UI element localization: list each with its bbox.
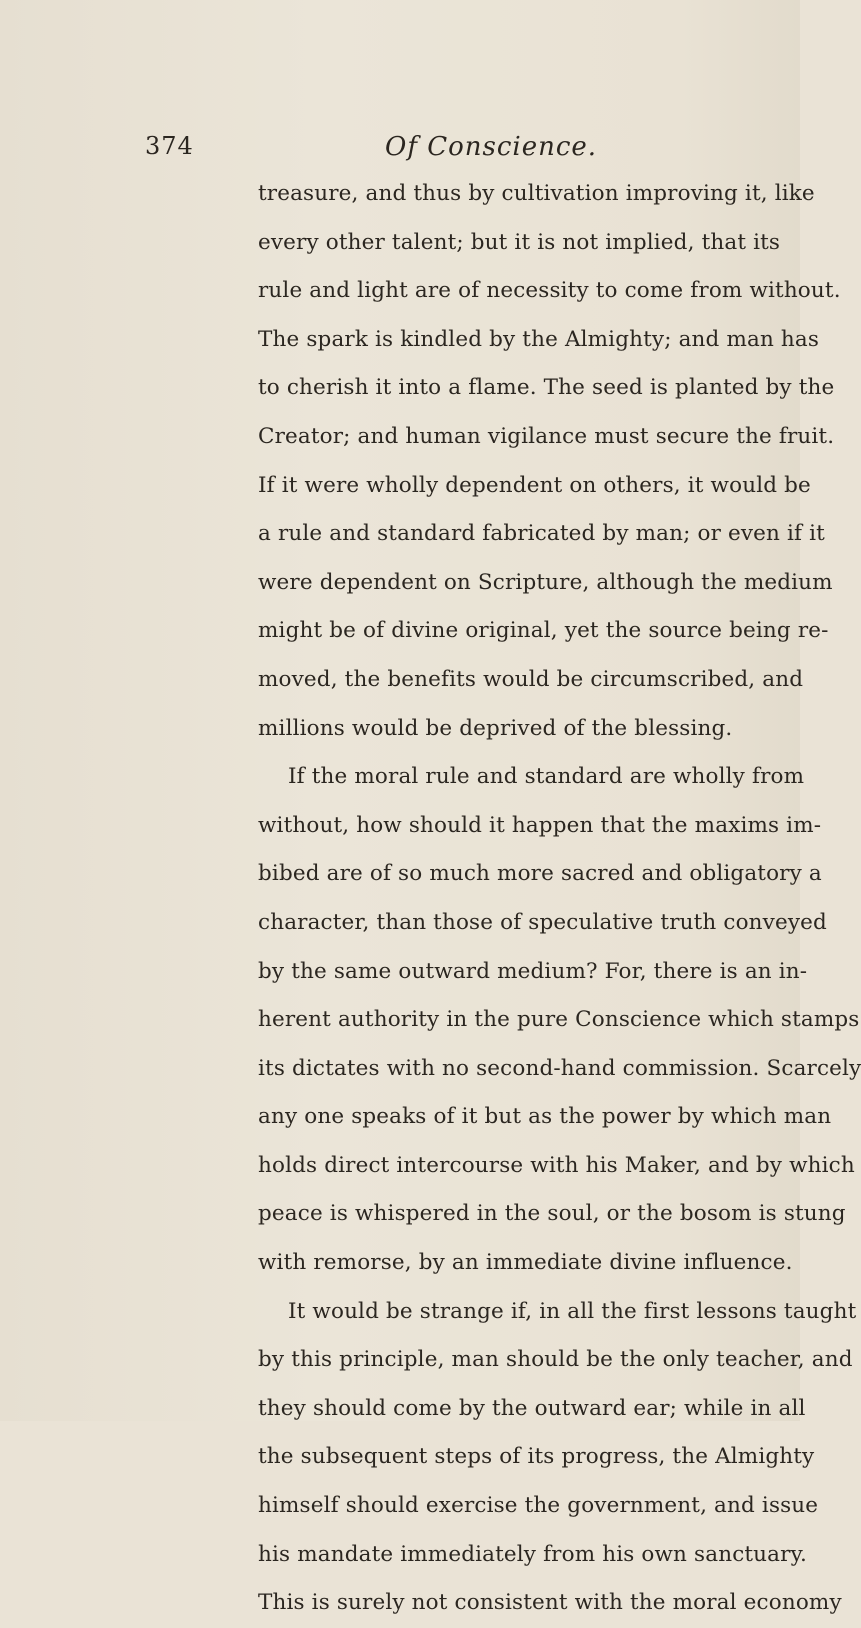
text-line: might be of divine original, yet the source being re- xyxy=(258,618,829,644)
text-line: peace is whispered in the soul, or the bosom is stung xyxy=(258,1201,846,1227)
text-line: It would be strange if, in all the first lessons taught xyxy=(288,1298,857,1324)
text-line: the subsequent steps of its progress, the Almighty xyxy=(258,1444,815,1470)
text-line: a rule and standard fabricated by man; or even if it xyxy=(258,521,825,547)
text-line: his mandate immediately from his own sanctuary. xyxy=(258,1541,807,1567)
text-line: If the moral rule and standard are wholly from xyxy=(288,764,805,790)
text-line: millions would be deprived of the blessing. xyxy=(258,715,733,741)
text-line: rule and light are of necessity to come from without. xyxy=(258,278,841,304)
text-line: bibed are of so much more sacred and obligatory a xyxy=(258,861,822,887)
text-line: were dependent on Scripture, although the medium xyxy=(258,569,833,595)
text-line: every other talent; but it is not implied, that its xyxy=(258,229,781,255)
text-line: its dictates with no second-hand commission. Scarcely xyxy=(258,1055,861,1081)
page-header xyxy=(145,132,685,172)
text-line: any one speaks of it but as the power by which man xyxy=(258,1104,832,1130)
text-line: by this principle, man should be the only teacher, and xyxy=(258,1347,853,1373)
text-line: character, than those of speculative truth conveyed xyxy=(258,909,827,935)
text-line: Creator; and human vigilance must secure the fruit. xyxy=(258,423,835,449)
text-line: moved, the benefits would be circumscribed, and xyxy=(258,666,804,692)
text-line: If it were wholly dependent on others, it would be xyxy=(258,472,811,498)
text-line: they should come by the outward ear; while in all xyxy=(258,1395,806,1421)
text-line: himself should exercise the government, and issue xyxy=(258,1493,819,1519)
text-line: with remorse, by an immediate divine influence. xyxy=(258,1250,793,1276)
text-line: This is surely not consistent with the moral economy xyxy=(258,1590,842,1616)
body-text xyxy=(258,170,861,1628)
page-number: 374 xyxy=(145,132,194,160)
text-line: by the same outward medium? For, there is an in- xyxy=(258,958,808,984)
text-line: to cherish it into a flame. The seed is planted by the xyxy=(258,375,835,401)
text-line: without, how should it happen that the maxims im- xyxy=(258,812,822,838)
text-line: treasure, and thus by cultivation improving it, like xyxy=(258,181,815,206)
text-line: holds direct intercourse with his Maker, and by which xyxy=(258,1152,855,1178)
running-head: Of Conscience. xyxy=(385,132,598,162)
text-line: herent authority in the pure Conscience which stamps xyxy=(258,1007,860,1033)
text-line: The spark is kindled by the Almighty; and man has xyxy=(258,326,820,352)
